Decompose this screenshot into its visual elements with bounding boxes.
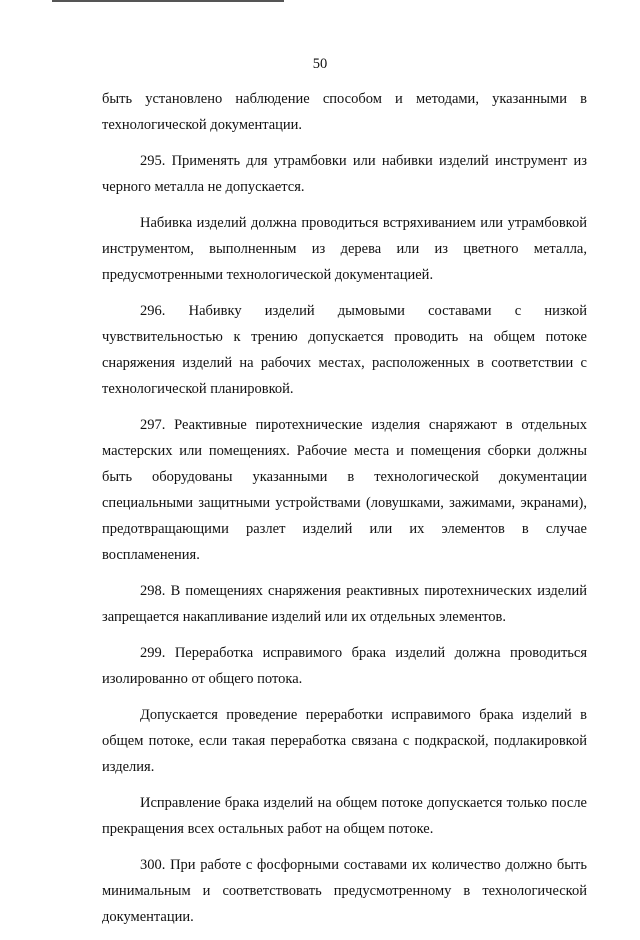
top-edge-rule — [52, 0, 284, 2]
paragraph-297: 297. Реактивные пиротехнические изделия снаряжают в отдельных мастерских или помещениях. Рабочие места и помещения сборки должны быть оборудованы указанными в технологической документации специальными защитными устройствами (ловушками, зажимами, экранами), предотвращающими разлет изделий или их элементов в случае воспламенения. — [102, 417, 587, 563]
page-number: 50 — [312, 56, 328, 72]
paragraph-299: 299. Переработка исправимого брака изделий должна проводиться изолированно от общего потока. — [102, 645, 587, 687]
paragraph-continuation: быть установлено наблюдение способом и методами, указанными в технологической документации. — [102, 91, 587, 133]
paragraph-295-note: Набивка изделий должна проводиться встряхиванием или утрамбовкой инструментом, выполненным из дерева или из цветного металла, предусмотренными технологической документацией. — [102, 215, 587, 283]
paragraph-300: 300. При работе с фосфорными составами их количество должно быть минимальным и соответствовать предусмотренному в технологической документации. — [102, 857, 587, 925]
paragraph-299-note-2: Исправление брака изделий на общем потоке допускается только после прекращения всех остальных работ на общем потоке. — [102, 795, 587, 837]
paragraph-296: 296. Набивку изделий дымовыми составами с низкой чувствительностью к трению допускается проводить на общем потоке снаряжения изделий на рабочих местах, расположенных в соответствии с технологической планировкой. — [102, 303, 587, 397]
paragraph-298: 298. В помещениях снаряжения реактивных пиротехнических изделий запрещается накапливание изделий или их отдельных элементов. — [102, 583, 587, 625]
paragraph-295: 295. Применять для утрамбовки или набивки изделий инструмент из черного металла не допускается. — [102, 153, 587, 195]
document-body — [102, 86, 587, 940]
paragraph-299-note-1: Допускается проведение переработки исправимого брака изделий в общем потоке, если такая переработка связана с подкраской, подлакировкой изделия. — [102, 707, 587, 775]
